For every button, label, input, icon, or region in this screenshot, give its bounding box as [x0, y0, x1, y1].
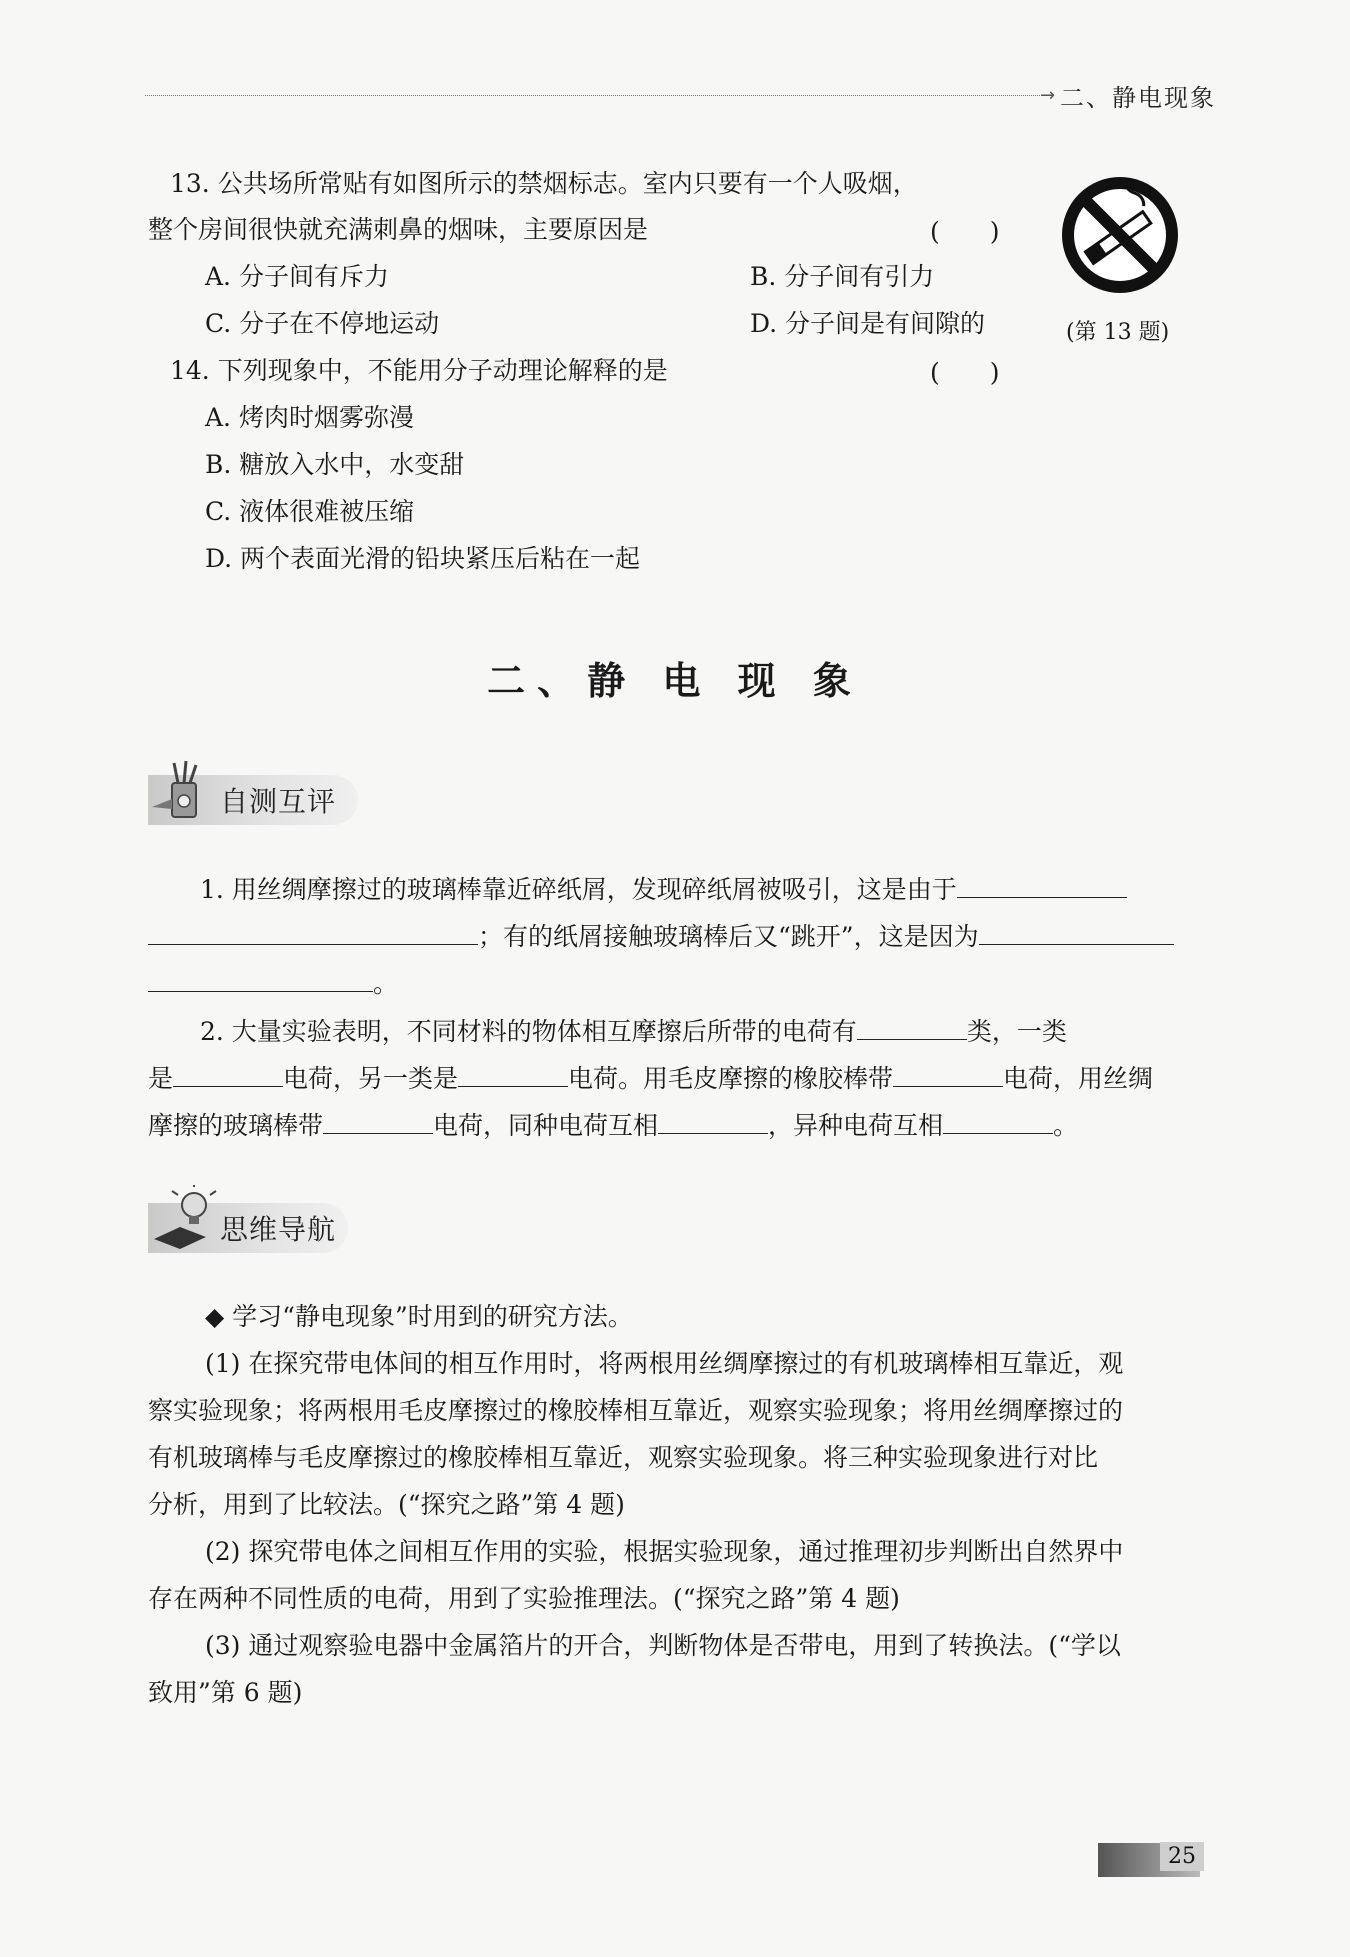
page-number: 25	[1160, 1842, 1204, 1871]
self-test-q2-line2	[148, 1055, 1153, 1102]
thinking-bullet: ◆ 学习“静电现象”时用到的研究方法。	[205, 1302, 633, 1331]
self-test-label: 自测互评	[220, 785, 337, 818]
thinking-p3-line2: 致用”第 6 题)	[148, 1678, 303, 1707]
q14-stem: 14. 下列现象中，不能用分子动理论解释的是	[170, 356, 668, 385]
q1-text-part2: ；有的纸屑接触玻璃棒后又“跳开”，这是因为	[478, 922, 979, 951]
q13-answer-paren: ( )	[930, 217, 1000, 246]
q1-blank-2[interactable]	[979, 914, 1174, 945]
thinking-p3-line1: (3) 通过观察验电器中金属箔片的开合，判断物体是否带电，用到了转换法。(“学以	[205, 1631, 1121, 1660]
q14-answer-paren: ( )	[930, 358, 1000, 387]
q13-option-a: A. 分子间有斥力	[205, 262, 389, 291]
q1-blank-1-cont[interactable]	[148, 914, 478, 945]
q13-option-b: B. 分子间有引力	[750, 262, 935, 291]
q14-option-d: D. 两个表面光滑的铅块紧压后粘在一起	[205, 544, 641, 573]
q2-text-part1: 2. 大量实验表明，不同材料的物体相互摩擦后所带的电荷有	[200, 1017, 857, 1046]
q2-text-part5: 电荷。用毛皮摩擦的橡胶棒带	[568, 1064, 894, 1093]
q14-option-b: B. 糖放入水中，水变甜	[205, 450, 465, 479]
self-test-q2-line3	[148, 1102, 1078, 1149]
q2-blank-type1[interactable]	[173, 1056, 283, 1087]
q1-blank-1[interactable]	[957, 867, 1127, 898]
q13-line2: 整个房间很快就充满刺鼻的烟味，主要原因是	[148, 215, 649, 244]
lightbulb-book-icon	[150, 1185, 220, 1255]
q2-blank-glass[interactable]	[323, 1103, 433, 1134]
q2-text-part8: 电荷，同种电荷互相	[433, 1111, 659, 1140]
thinking-p2-line1: (2) 探究带电体之间相互作用的实验，根据实验现象，通过推理初步判断出自然界中	[205, 1537, 1124, 1566]
pen-holder-icon	[150, 757, 220, 827]
section-title: 二、静 电 现 象	[487, 659, 863, 703]
q1-text-part1: 1. 用丝绸摩擦过的玻璃棒靠近碎纸屑，发现碎纸屑被吸引，这是由于	[200, 875, 957, 904]
self-test-badge	[148, 775, 358, 825]
thinking-badge	[148, 1203, 348, 1253]
q2-text-part9: ，异种电荷互相	[768, 1111, 944, 1140]
q13-option-c: C. 分子在不停地运动	[205, 309, 440, 338]
thinking-label: 思维导航	[220, 1213, 337, 1246]
q14-option-c: C. 液体很难被压缩	[205, 497, 415, 526]
header-rule	[145, 95, 1050, 96]
q13-line1: 13. 公共场所常贴有如图所示的禁烟标志。室内只要有一个人吸烟，	[170, 169, 918, 198]
self-test-q1-line2	[148, 913, 1174, 960]
q2-text-part4: 电荷，另一类是	[283, 1064, 459, 1093]
q2-text-part7: 摩擦的玻璃棒带	[148, 1111, 324, 1140]
q13-option-d: D. 分子间是有间隙的	[750, 309, 986, 338]
no-smoking-icon	[1060, 175, 1180, 295]
self-test-q2-line1	[200, 1008, 1067, 1055]
thinking-p1-line2: 察实验现象；将两根用毛皮摩擦过的橡胶棒相互靠近，观察实验现象；将用丝绸摩擦过的	[148, 1396, 1124, 1425]
q2-text-part2: 类，一类	[966, 1017, 1067, 1046]
header-title: 二、静电现象	[1060, 84, 1216, 112]
thinking-p1-line3: 有机玻璃棒与毛皮摩擦过的橡胶棒相互靠近，观察实验现象。将三种实验现象进行对比	[148, 1443, 1099, 1472]
q1-text-part3: 。	[373, 969, 399, 998]
self-test-q1-line1	[200, 866, 1127, 913]
q2-text-part6: 电荷，用丝绸	[1003, 1064, 1154, 1093]
q2-text-part3: 是	[148, 1064, 174, 1093]
thinking-p2-line2: 存在两种不同性质的电荷，用到了实验推理法。(“探究之路”第 4 题)	[148, 1584, 900, 1613]
thinking-p1-line1: (1) 在探究带电体间的相互作用时，将两根用丝绸摩擦过的有机玻璃棒相互靠近，观	[205, 1349, 1124, 1378]
self-test-q1-line3	[148, 960, 398, 1007]
thinking-p1-line4: 分析，用到了比较法。(“探究之路”第 4 题)	[148, 1490, 625, 1519]
q2-blank-same[interactable]	[658, 1103, 768, 1134]
q2-blank-type2[interactable]	[458, 1056, 568, 1087]
q2-blank-rubber[interactable]	[893, 1056, 1003, 1087]
q14-option-a: A. 烤肉时烟雾弥漫	[205, 403, 414, 432]
header-arrow-icon: →	[1040, 85, 1056, 106]
q1-blank-2-cont[interactable]	[148, 961, 373, 992]
q2-blank-count[interactable]	[857, 1009, 967, 1040]
q2-blank-opposite[interactable]	[943, 1103, 1053, 1134]
figure-caption: (第 13 题)	[1066, 320, 1170, 345]
q2-text-part10: 。	[1053, 1111, 1079, 1140]
